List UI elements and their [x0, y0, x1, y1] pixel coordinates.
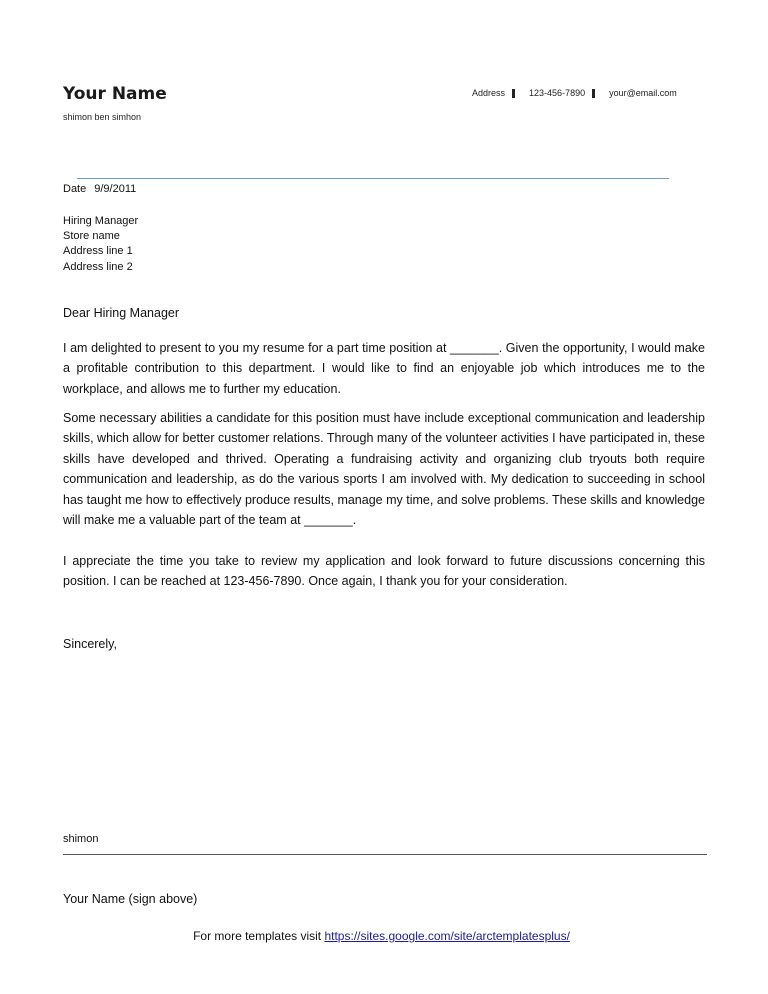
- recipient-line: Address line 2: [63, 260, 133, 273]
- closing: Sincerely,: [63, 637, 117, 651]
- body-paragraph-3: I appreciate the time you take to review my application and look forward to future discussions concerning this position. I can be reached at 123-456-7890. Once again, I thank you for your consideration.: [63, 554, 705, 589]
- sender-subtitle: shimon ben simhon: [63, 112, 142, 122]
- contact-address: Address: [472, 88, 506, 98]
- footer: [0, 929, 768, 943]
- sender-name: Your Name: [63, 84, 167, 104]
- body-paragraph-1: I am delighted to present to you my resume for a part time position at _______. Given the opportunity, I would make a profitable contribution to this department. I would like to find an enjoyable job which introduces me to the workplace, and allows me to further my education.: [63, 341, 705, 396]
- recipient-line: Store name: [63, 230, 120, 243]
- salutation: Dear Hiring Manager: [63, 306, 180, 320]
- date-label: Date: [63, 183, 87, 195]
- separator-icon: [592, 89, 595, 98]
- templates-link[interactable]: https://sites.google.com/site/arctemplatesplus/: [324, 929, 570, 943]
- signature-text: shimon: [63, 833, 99, 845]
- header-divider: [77, 178, 669, 179]
- recipient-line: Address line 1: [63, 245, 133, 258]
- footer-text: For more templates visit: [193, 929, 322, 943]
- contact-phone: 123-456-7890: [529, 88, 586, 98]
- letter-date: [63, 183, 136, 195]
- body-paragraph-2: Some necessary abilities a candidate for this position must have include exceptional communication and leadership skills, which allow for better customer relations. Through many of the volunteer activities I have participated in, these skills have developed and thrived. Operating a fundraising activity and organizing club tryouts both require communication and leadership, as do the various sports I am involved with. My dedication to succeeding in school has taught me how to effectively produce results, manage my time, and solve problems. These skills and knowledge will make me a valuable part of the team at _______.: [63, 411, 705, 528]
- contact-email: your@email.com: [609, 88, 677, 98]
- separator-icon: [512, 89, 515, 98]
- signature-caption: Your Name (sign above): [63, 892, 198, 906]
- contact-info: [472, 88, 684, 98]
- date-value: 9/9/2011: [94, 183, 137, 195]
- signature-line: [63, 854, 707, 855]
- recipient-block: [63, 214, 138, 275]
- recipient-line: Hiring Manager: [63, 215, 139, 227]
